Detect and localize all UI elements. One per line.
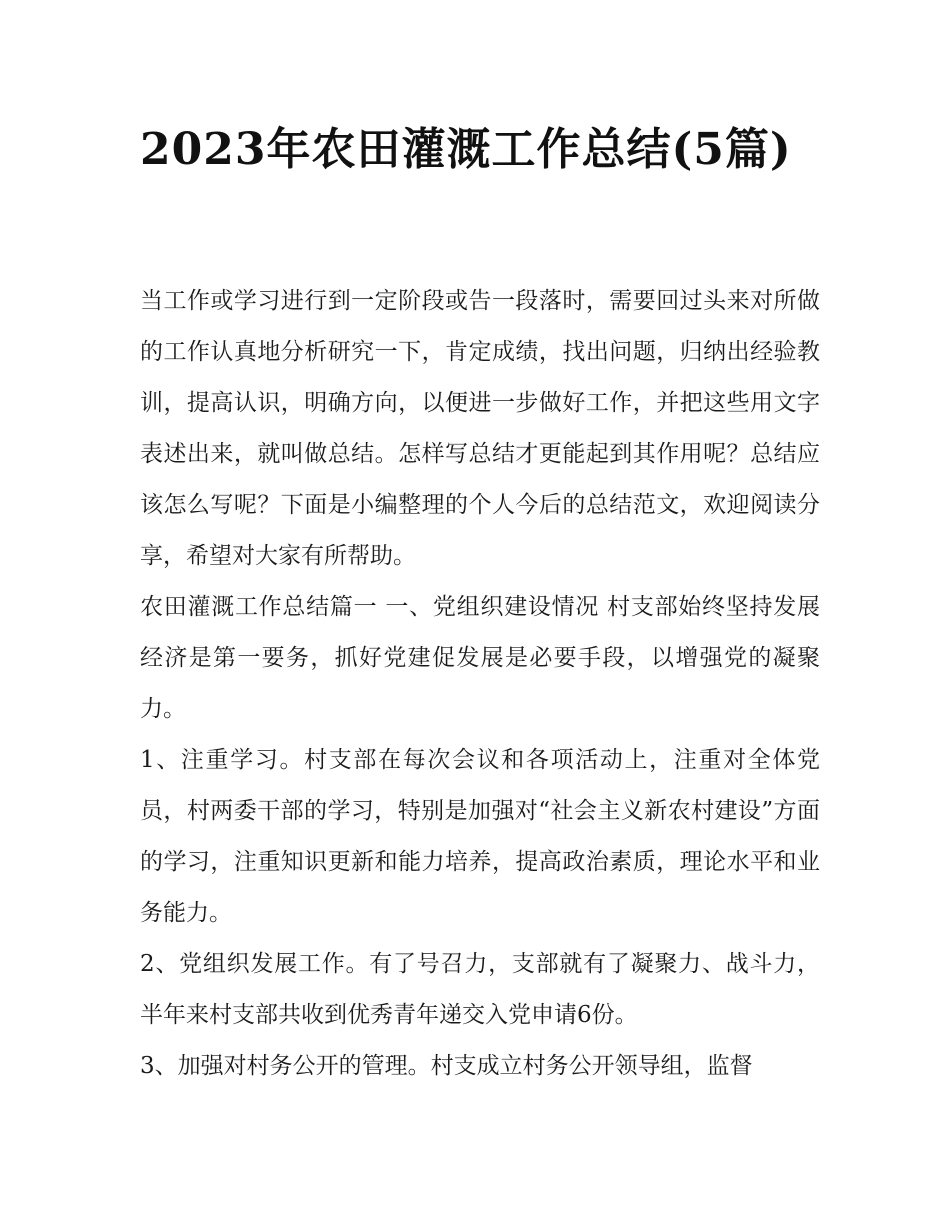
paragraph-section-one: 农田灌溉工作总结篇一 一、党组织建设情况 村支部始终坚持发展经济是第一要务，抓好党建促发展是必要手段，以增强党的凝聚力。: [140, 594, 820, 722]
paragraph-item-1: 1、注重学习。村支部在每次会议和各项活动上，注重对全体党员，村两委干部的学习，特别是加强对“社会主义新农村建设”方面的学习，注重知识更新和能力培养，提高政治素质，理论水平和业务能力。: [140, 747, 820, 926]
document-title: 2023年农田灌溉工作总结(5篇): [140, 124, 792, 175]
paragraph-item-3: 3、加强对村务公开的管理。村支成立村务公开领导组，监督: [140, 1053, 753, 1079]
paragraph-intro: 当工作或学习进行到一定阶段或告一段落时，需要回过头来对所做的工作认真地分析研究一下，肯定成绩，找出问题，归纳出经验教训，提高认识，明确方向，以便进一步做好工作，并把这些用文字表述出来，就叫做总结。怎样写总结才更能起到其作用呢？总结应该怎么写呢？下面是小编整理的个人今后的总结范文，欢迎阅读分享，希望对大家有所帮助。: [140, 288, 820, 569]
paragraph-item-2: 2、党组织发展工作。有了号召力，支部就有了凝聚力、战斗力，半年来村支部共收到优秀青年递交入党申请6份。: [140, 951, 820, 1028]
document-body: [140, 276, 820, 1092]
